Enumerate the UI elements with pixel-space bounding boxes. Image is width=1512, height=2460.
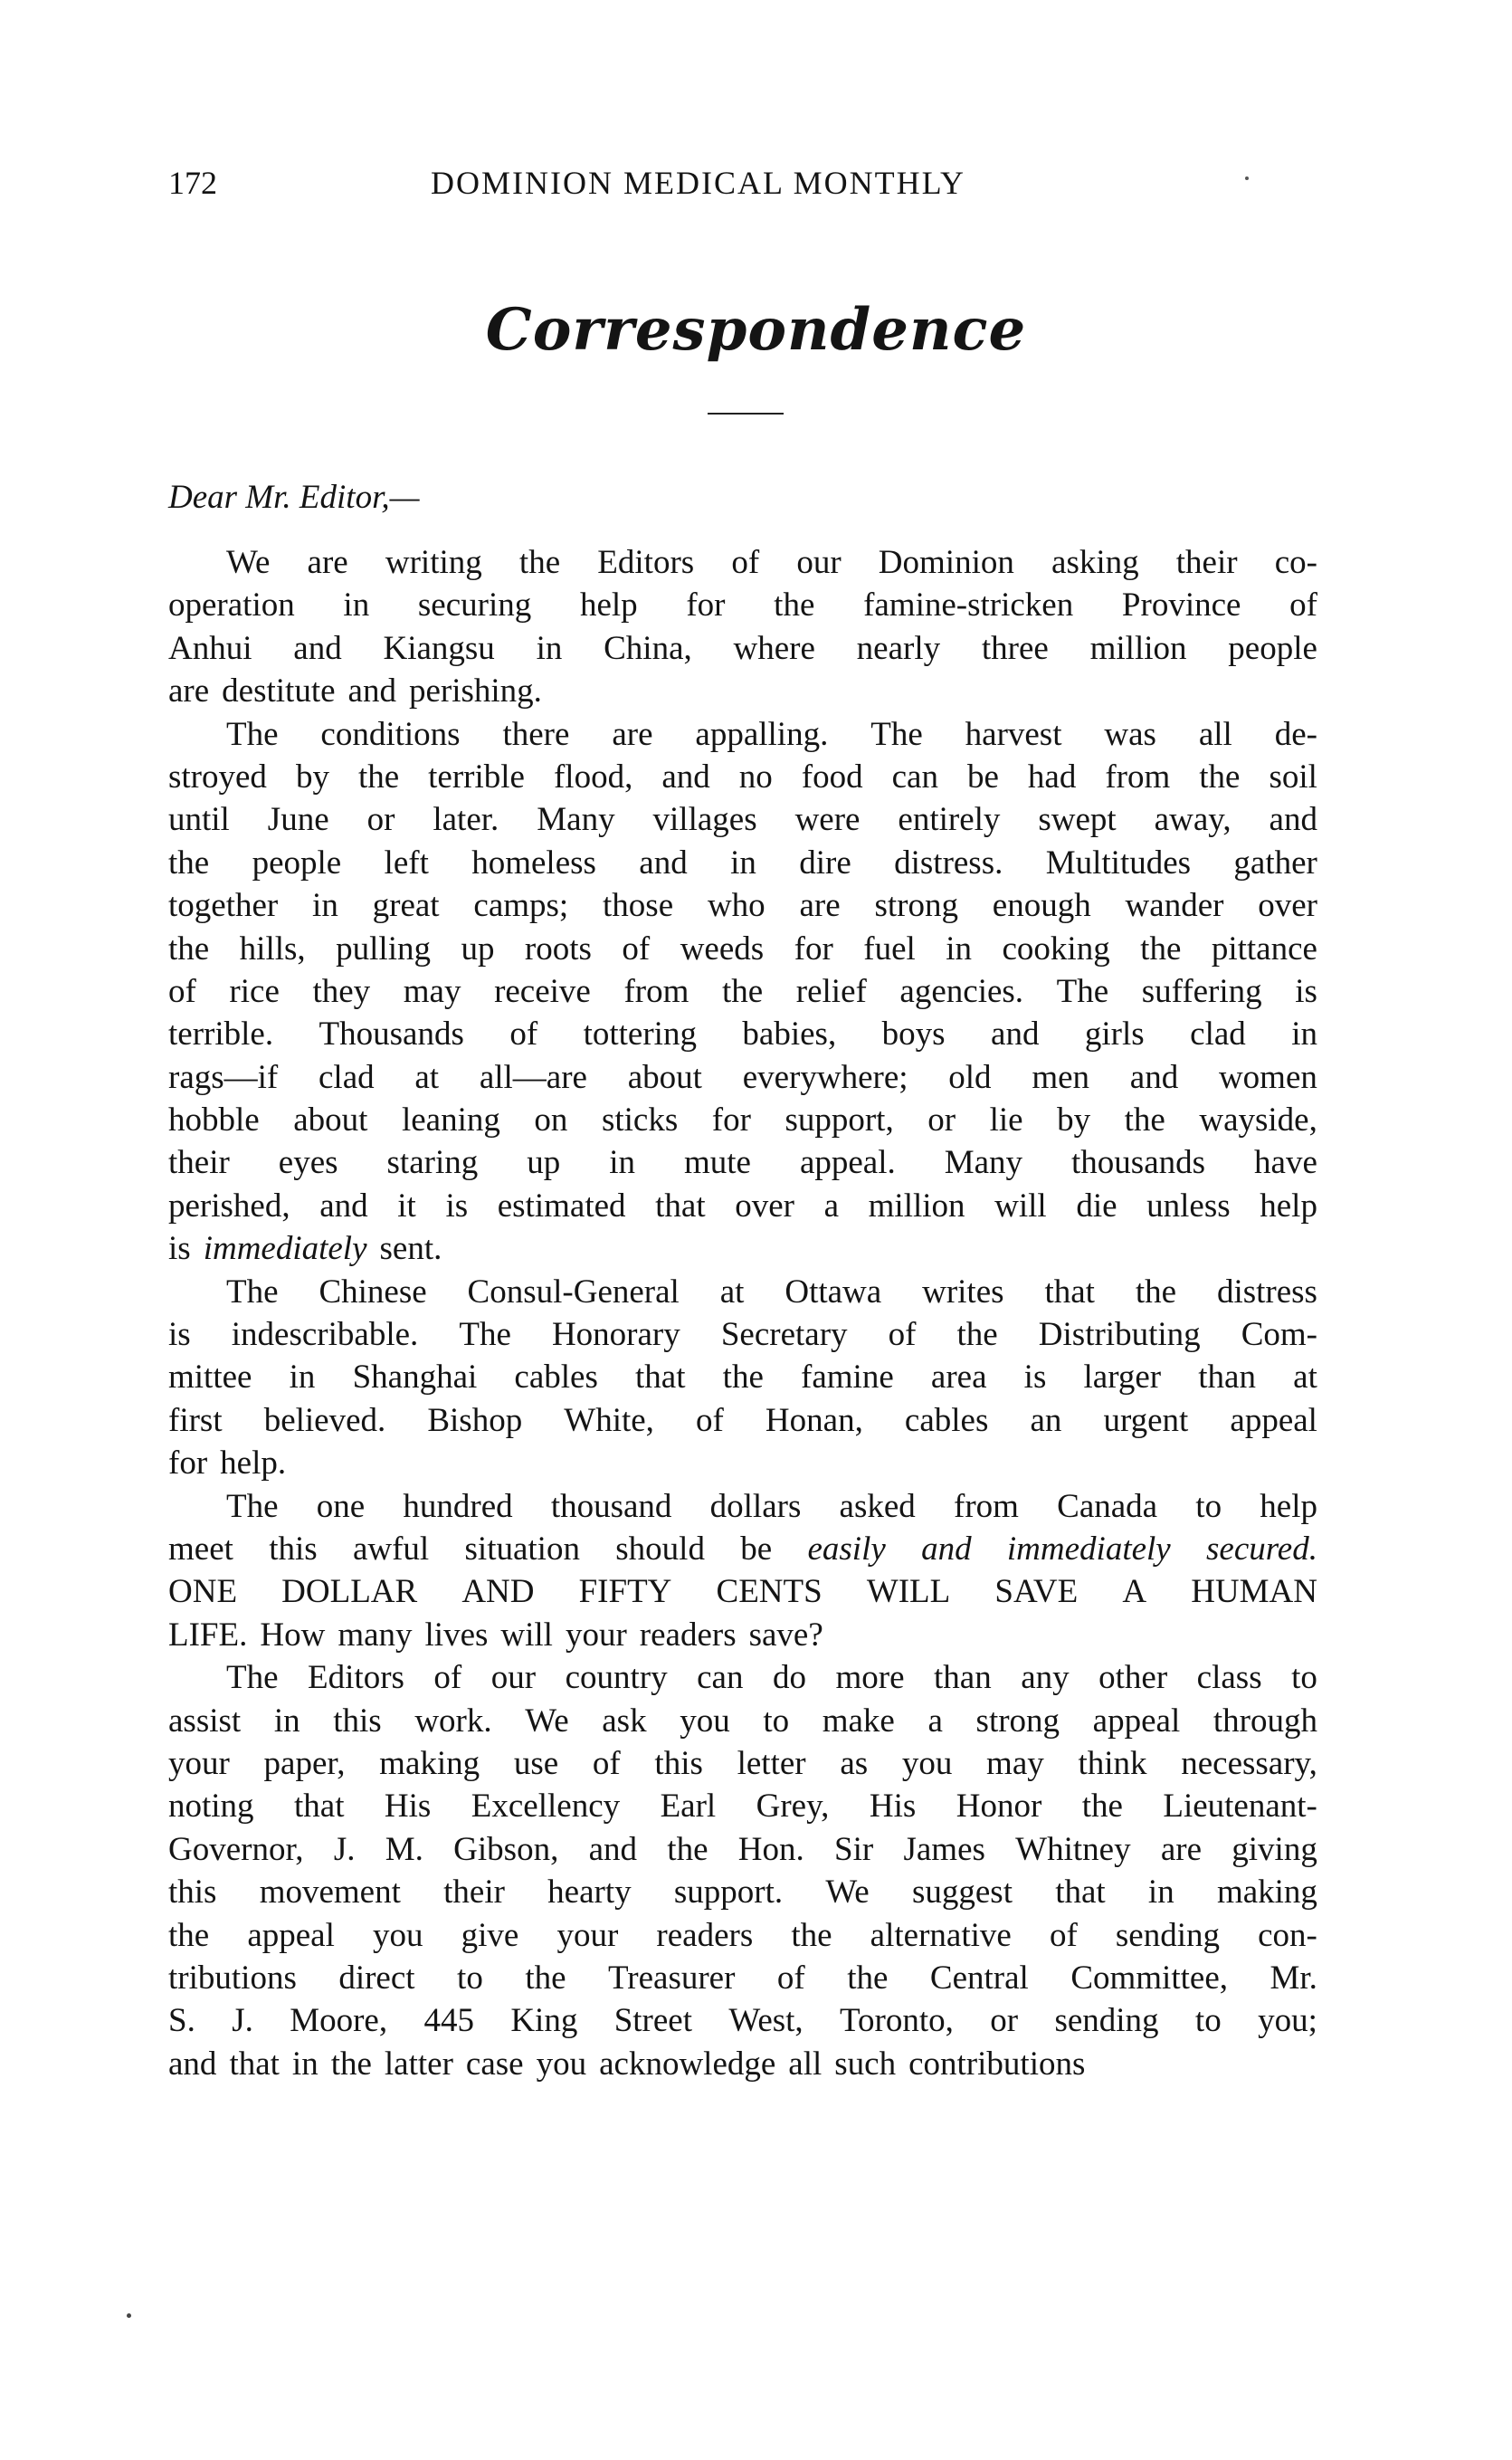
- text-line: the appeal you give your readers the alternative of sending con-: [168, 1916, 1317, 1954]
- text-line: this movement their hearty support. We suggest that in making: [168, 1874, 1317, 1912]
- text-line: The Editors of our country can do more than any other class to: [226, 1659, 1317, 1697]
- section-title: Correspondence: [485, 296, 1027, 364]
- text-line: is indescribable. The Honorary Secretary of the Distributing Com-: [168, 1316, 1317, 1354]
- text-line: and that in the latter case you acknowledge all such contributions: [168, 2045, 1086, 2083]
- salutation: Dear Mr. Editor,—: [168, 479, 420, 516]
- title-rule: [708, 413, 784, 415]
- text-line: rags—if clad at all—are about everywhere; old men and women: [168, 1058, 1317, 1096]
- ink-speck: [127, 2313, 131, 2318]
- text-line: together in great camps; those who are strong enough wander over: [168, 887, 1317, 925]
- journal-title: DOMINION MEDICAL MONTHLY: [431, 165, 966, 201]
- text-line: until June or later. Many villages were entirely swept away, and: [168, 801, 1317, 839]
- text-line: mittee in Shanghai cables that the famine area is larger than at: [168, 1359, 1317, 1397]
- paragraph: [168, 713, 1317, 1271]
- text-line: LIFE. How many lives will your readers save?: [168, 1616, 823, 1654]
- ink-speck: [1245, 176, 1249, 180]
- text-line: is immediately sent.: [168, 1230, 442, 1268]
- text-line: The conditions there are appalling. The harvest was all de-: [226, 715, 1317, 753]
- text-line: terrible. Thousands of tottering babies, boys and girls clad in: [168, 1015, 1317, 1054]
- text-line: perished, and it is estimated that over a million will die unless help: [168, 1187, 1317, 1225]
- text-line: stroyed by the terrible flood, and no food can be had from the soil: [168, 758, 1317, 796]
- text-line: assist in this work. We ask you to make a strong appeal through: [168, 1702, 1317, 1740]
- text-line: S. J. Moore, 445 King Street West, Toronto, or sending to you;: [168, 2002, 1317, 2040]
- text-line: Anhui and Kiangsu in China, where nearly three million people: [168, 629, 1317, 667]
- text-line: for help.: [168, 1445, 287, 1483]
- text-line: of rice they may receive from the relief agencies. The suffering is: [168, 972, 1317, 1010]
- text-line: ONE DOLLAR AND FIFTY CENTS WILL SAVE A HUMAN: [168, 1573, 1317, 1611]
- text-line: The one hundred thousand dollars asked from Canada to help: [226, 1487, 1317, 1525]
- page-number: 172: [168, 165, 217, 201]
- text-line: the people left homeless and in dire distress. Multitudes gather: [168, 844, 1317, 882]
- text-line: noting that His Excellency Earl Grey, His Honor the Lieutenant-: [168, 1788, 1317, 1826]
- text-line: The Chinese Consul-General at Ottawa writes that the distress: [226, 1273, 1317, 1311]
- text-line: meet this awful situation should be easily and immediately secured.: [168, 1530, 1317, 1568]
- text-line: your paper, making use of this letter as you may think necessary,: [168, 1744, 1317, 1782]
- text-line: hobble about leaning on sticks for support, or lie by the wayside,: [168, 1101, 1317, 1139]
- text-line: their eyes staring up in mute appeal. Many thousands have: [168, 1144, 1317, 1182]
- text-line: We are writing the Editors of our Dominion asking their co-: [226, 544, 1317, 581]
- text-line: the hills, pulling up roots of weeds for fuel in cooking the pittance: [168, 930, 1317, 968]
- text-line: are destitute and perishing.: [168, 672, 542, 710]
- text-line: first believed. Bishop White, of Honan, cables an urgent appeal: [168, 1401, 1317, 1439]
- text-line: operation in securing help for the famine-stricken Province of: [168, 586, 1317, 625]
- text-line: tributions direct to the Treasurer of the Central Committee, Mr.: [168, 1959, 1317, 1997]
- paragraph: [168, 1271, 1317, 1485]
- letter-body: [168, 541, 1317, 2085]
- running-head: [168, 161, 1317, 205]
- paragraph: [168, 1485, 1317, 1657]
- paragraph: [168, 541, 1317, 713]
- text-line: Governor, J. M. Gibson, and the Hon. Sir James Whitney are giving: [168, 1830, 1317, 1868]
- paragraph: [168, 1656, 1317, 2085]
